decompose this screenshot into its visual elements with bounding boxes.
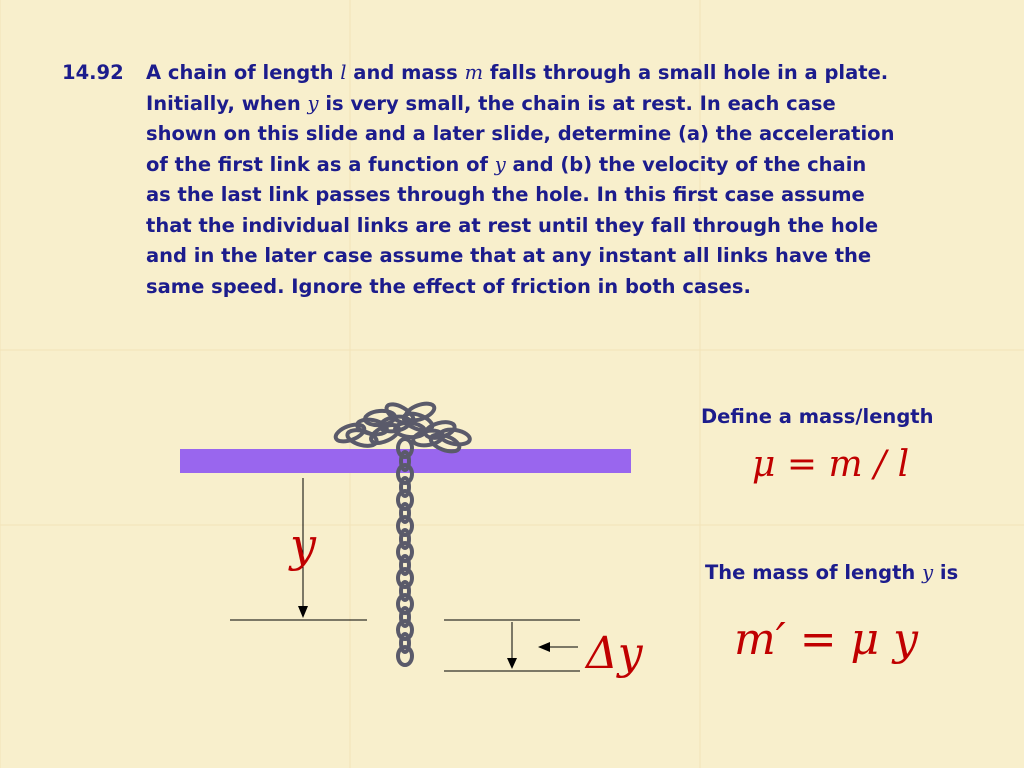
y-arrowhead bbox=[298, 606, 308, 618]
math-variable: m bbox=[464, 61, 484, 84]
define-mass-length-label: Define a mass/length bbox=[701, 405, 934, 428]
problem-text: falls through a small hole in a plate. bbox=[483, 61, 889, 84]
mass-per-length-equation: μ = m / l bbox=[752, 444, 910, 485]
problem-text: that the individual links are at rest until they fall through the hole bbox=[146, 213, 879, 237]
chain-link bbox=[398, 595, 412, 613]
y-label: y bbox=[290, 518, 316, 572]
chain-link bbox=[398, 569, 412, 587]
mass-of-length-variable: y bbox=[922, 561, 934, 584]
delta-y-label: Δy bbox=[586, 628, 643, 679]
chain-link bbox=[398, 517, 412, 535]
chain-link bbox=[398, 491, 412, 509]
mass-of-length-text: The mass of length bbox=[705, 561, 923, 584]
problem-text: and (b) the velocity of the chain bbox=[505, 152, 867, 176]
math-variable: y bbox=[494, 152, 506, 176]
dy-arrowhead bbox=[507, 658, 517, 669]
problem-number: 14.92 bbox=[62, 61, 124, 84]
problem-text: of the first link as a function of bbox=[146, 152, 495, 176]
problem-text: and in the later case assume that at any instant all links have the bbox=[146, 244, 872, 267]
mass-of-length-label bbox=[705, 561, 958, 584]
chain-link bbox=[398, 543, 412, 561]
dy-pointer-arrowhead bbox=[538, 642, 550, 652]
mass-of-length-suffix: is bbox=[933, 561, 959, 584]
problem-text: is very small, the chain is at rest. In each case bbox=[318, 91, 836, 115]
chain-link bbox=[346, 427, 379, 448]
problem-text: as the last link passes through the hole. In this first case assume bbox=[146, 183, 865, 206]
chain-link bbox=[398, 621, 412, 639]
chain-link bbox=[398, 647, 412, 665]
math-variable: l bbox=[340, 61, 347, 84]
chain-pile bbox=[334, 400, 471, 454]
problem-text: A chain of length bbox=[146, 61, 341, 84]
problem-text: and mass bbox=[346, 61, 465, 84]
problem-text: same speed. Ignore the effect of friction in both cases. bbox=[146, 274, 751, 298]
problem-text: Initially, when bbox=[146, 91, 308, 115]
math-variable: y bbox=[307, 91, 319, 115]
partial-mass-equation: m′ = μ y bbox=[734, 614, 918, 665]
problem-text: shown on this slide and a later slide, determine (a) the acceleration bbox=[146, 122, 895, 145]
